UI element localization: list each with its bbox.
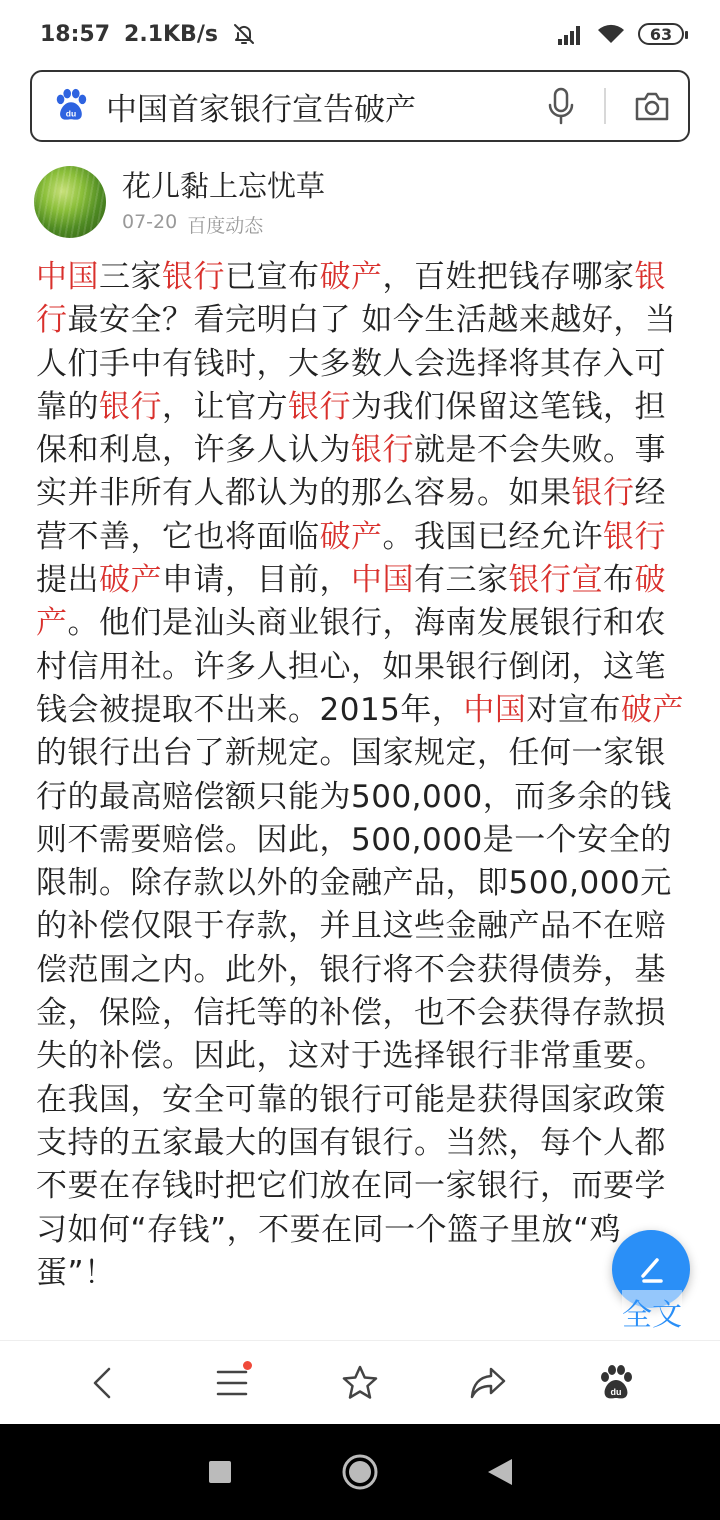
highlighted-keyword: 银行	[162, 259, 225, 295]
post-source: 百度动态	[187, 214, 264, 237]
article-body	[36, 256, 688, 1295]
search-divider	[604, 88, 606, 124]
signal-icon	[558, 23, 584, 45]
search-input[interactable]: 中国首家银行宣告破产	[106, 91, 416, 128]
highlighted-keyword: 中国	[463, 691, 527, 728]
favorite-button[interactable]	[330, 1353, 390, 1413]
highlighted-keyword: 银行	[351, 432, 414, 469]
status-right	[558, 23, 684, 45]
highlighted-keyword: 银行	[288, 388, 351, 425]
article-text: 对宣布	[526, 691, 621, 728]
article-text: 。他们是汕头商业银行，海南发展银行和农村信用社。许多人担心，如果银行倒闭，这笔钱会被提取不出来。2015年，	[36, 605, 666, 728]
highlighted-keyword: 银行	[36, 259, 666, 339]
article-text: 已宣布	[225, 259, 320, 295]
highlighted-keyword: 破产	[319, 259, 383, 295]
highlighted-keyword: 破产	[99, 562, 162, 599]
article-text: 申请，目前，	[162, 562, 351, 599]
author-info	[122, 167, 325, 238]
svg-text:du: du	[610, 1386, 622, 1397]
notification-dot	[243, 1361, 252, 1370]
battery-indicator: 63	[638, 23, 684, 45]
highlighted-keyword: 银行	[571, 475, 635, 512]
svg-text:du: du	[65, 108, 77, 119]
recent-apps-button[interactable]	[190, 1442, 250, 1502]
network-speed: 2.1KB/s	[124, 21, 218, 47]
back-button[interactable]	[74, 1353, 134, 1413]
camera-icon[interactable]	[634, 90, 670, 122]
share-button[interactable]	[458, 1353, 518, 1413]
article-text: 最安全？看完明白了 如今生活越来越好，当人们手中有钱时，大多数人会选择将其存入可靠的	[36, 302, 677, 425]
baidu-logo-icon	[52, 87, 90, 125]
baidu-paw-icon	[596, 1363, 636, 1403]
post-date: 07-20	[122, 210, 178, 233]
full-text-link[interactable]: 全文	[622, 1290, 682, 1334]
bottom-toolbar	[0, 1340, 720, 1424]
highlighted-keyword: 破产	[319, 518, 383, 555]
home-button[interactable]	[330, 1442, 390, 1502]
highlighted-keyword: 银行	[603, 518, 666, 555]
highlighted-keyword: 破产	[620, 691, 684, 728]
article-text: 就是不会失败。事实并非所有人都认为的那么容易。如果	[36, 432, 666, 512]
status-left	[40, 22, 256, 47]
highlighted-keyword: 银行宣	[508, 562, 603, 599]
article-text: 经营不善，它也将面临	[36, 475, 666, 555]
article-text: 为我们保留这笔钱，担保和利息，许多人认为	[36, 388, 666, 469]
pen-icon	[631, 1249, 671, 1289]
star-icon	[340, 1363, 380, 1403]
nav-back-button[interactable]	[470, 1442, 530, 1502]
article-text: 提出	[36, 562, 99, 599]
highlighted-keyword: 中国	[351, 562, 414, 599]
back-icon	[84, 1363, 124, 1403]
author-name[interactable]: 花儿黏上忘忧草	[122, 168, 326, 203]
highlighted-keyword: 中国	[36, 259, 99, 295]
highlighted-keyword: 银行	[99, 388, 162, 425]
avatar[interactable]	[34, 166, 106, 238]
bell-muted-icon	[232, 22, 256, 46]
article-text: 布	[603, 562, 635, 599]
home-icon	[340, 1452, 380, 1492]
menu-button[interactable]	[202, 1353, 262, 1413]
highlighted-keyword: 破产	[36, 562, 666, 642]
wifi-icon	[596, 23, 626, 45]
article-text: ，百姓把钱存哪家	[382, 259, 635, 295]
article-text: ，让官方	[162, 388, 288, 425]
article-text: 的银行出台了新规定。国家规定，任何一家银行的最高赔偿额只能为500,000，而多余的钱则不需要赔偿。因此，500,000是一个安全的限制。除存款以外的金融产品，即500,000元的补偿仅限于存款，并且这些金融产品不在赔偿范围之内。此外，银行将不会获得债券，基金，保险，信托等的补偿，也不会获得存款损失的补偿。因此，这对于选择银行非常重要。在我国，安全可靠的银行可能是获得国家政策支持的五家最大的国有银行。当然，每个人都不要在存钱时把它们放在同一家银行，而要学习如何“存钱”，不要在同一个篮子里放“鸡蛋”！	[36, 735, 672, 1291]
article-text: 三家	[99, 259, 162, 295]
system-nav-bar	[0, 1424, 720, 1520]
author-row[interactable]	[34, 166, 325, 238]
microphone-icon[interactable]	[546, 86, 576, 126]
author-meta	[122, 211, 325, 238]
recent-apps-icon	[208, 1460, 232, 1484]
back-triangle-icon	[486, 1457, 514, 1487]
search-bar[interactable]	[30, 70, 690, 142]
article-text: 。我国已经允许	[382, 518, 603, 555]
share-icon	[468, 1363, 508, 1403]
status-bar	[0, 0, 720, 68]
status-time: 18:57	[40, 21, 111, 47]
article-text: 有三家	[414, 562, 509, 599]
baidu-home-button[interactable]	[586, 1353, 646, 1413]
